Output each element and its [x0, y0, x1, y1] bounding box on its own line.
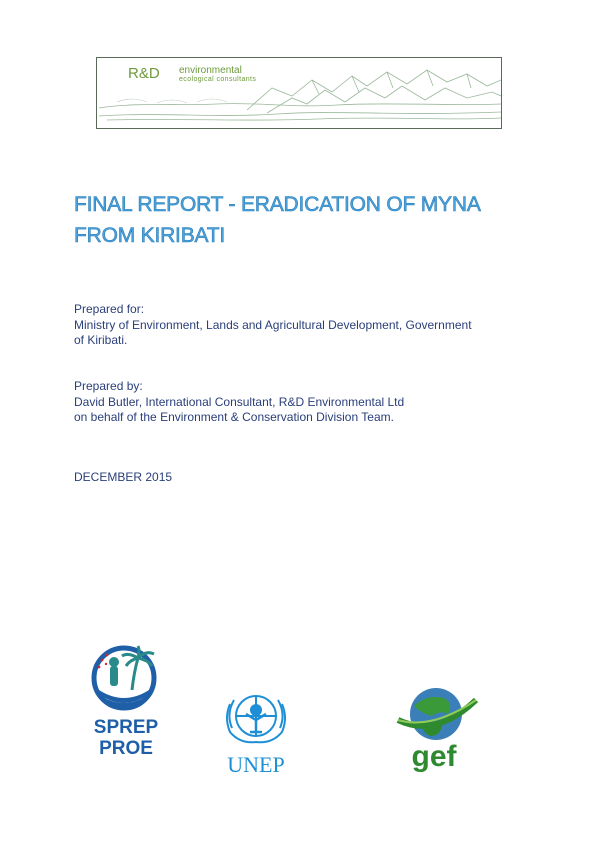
prepared-by-label: Prepared by:: [74, 379, 143, 393]
prepared-for-line-1: Ministry of Environment, Lands and Agricultural Development, Government: [74, 317, 472, 332]
gef-logo: [392, 680, 482, 772]
header-banner: [96, 57, 502, 129]
sprep-wordmark-line-2: PROE: [99, 738, 153, 759]
brand-name: R&D: [128, 65, 160, 82]
prepared-by-line-1: David Butler, International Consultant, R&D Environmental Ltd: [74, 394, 405, 409]
unep-emblem-icon: [227, 696, 285, 742]
report-title-line-2: FROM KIRIBATI: [74, 224, 226, 247]
report-date: DECEMBER 2015: [74, 470, 173, 484]
prepared-by-line-2: on behalf of the Environment & Conservation Division Team.: [74, 410, 394, 424]
prepared-for-section: [74, 302, 544, 349]
unep-logo: [216, 684, 296, 776]
gef-wordmark: gef: [411, 740, 457, 772]
sprep-wordmark-line-1: SPREP: [93, 717, 159, 738]
prepared-by-section: [74, 379, 544, 426]
report-title-line-1: FINAL REPORT - ERADICATION OF MYNA: [74, 193, 481, 216]
prepared-for-label: Prepared for:: [74, 302, 145, 316]
report-title: [74, 189, 534, 251]
brand-tagline: ecological consultants: [179, 76, 257, 83]
brand-word: environmental: [179, 65, 242, 76]
sprep-logo: [88, 642, 168, 760]
prepared-for-line-2: of Kiribati.: [74, 333, 128, 347]
sprep-emblem-icon: [94, 646, 154, 708]
gef-globe-icon: [398, 688, 476, 740]
unep-wordmark: UNEP: [227, 752, 285, 776]
